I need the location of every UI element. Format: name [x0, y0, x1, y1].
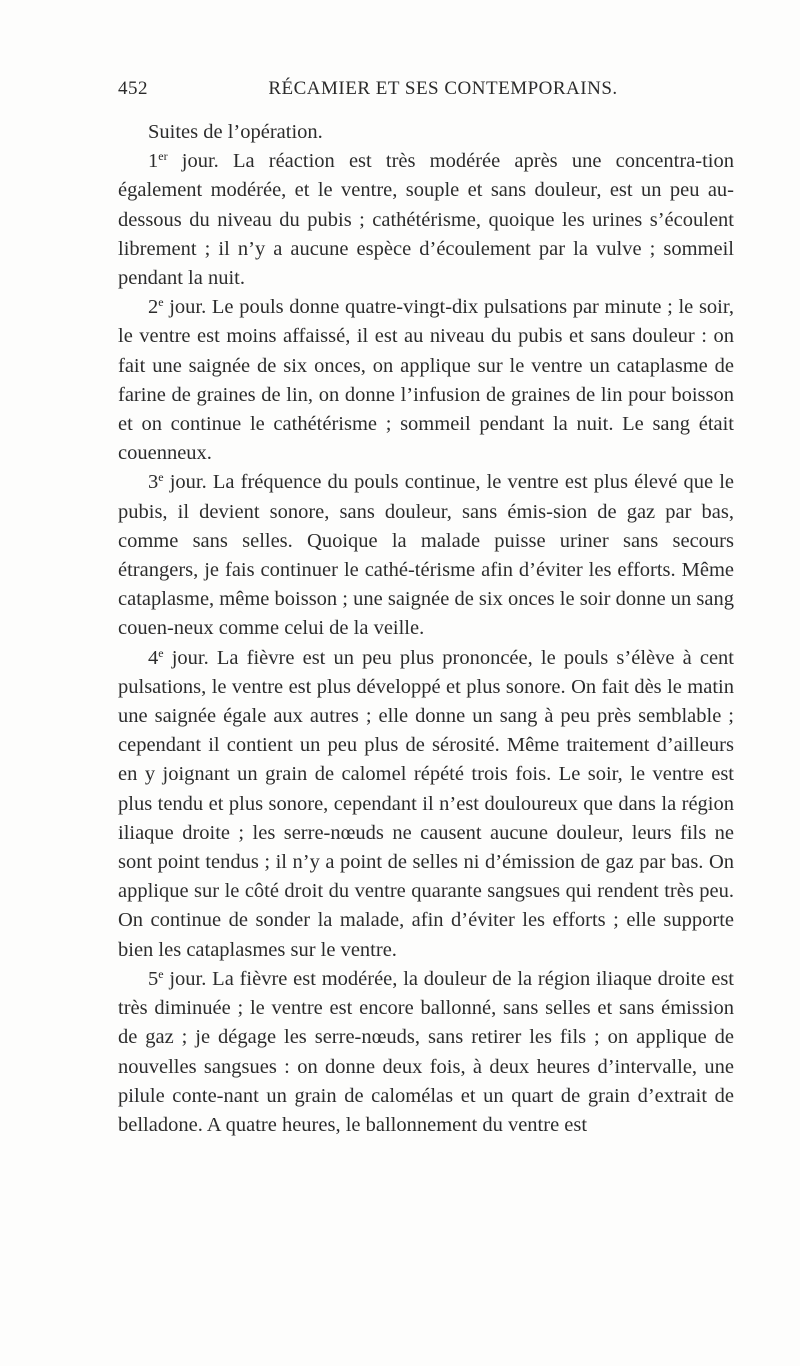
ordinal-suffix: er [158, 149, 168, 164]
paragraph-day-2 [118, 293, 734, 468]
page-number: 452 [118, 78, 148, 99]
ordinal-suffix: e [158, 966, 164, 981]
paragraph-day-4 [118, 644, 734, 965]
day-number: 4 [148, 646, 159, 669]
paragraph-text: jour. La réaction est très modérée après une concentra-tion également modérée, et le ventre, souple et sans douleur, est un peu au-dessous du niveau du pubis ; cathétérisme, quoique les urines s’écoulent librement ; il n’y a aucune espèce d’écoulement par la vulve ; sommeil pendant la nuit. [118, 150, 734, 290]
ordinal-suffix: e [158, 295, 164, 310]
paragraph-day-5 [118, 965, 734, 1140]
body-text [118, 118, 734, 1140]
running-title: RÉCAMIER ET SES CONTEMPORAINS. [268, 78, 618, 99]
paragraph-day-1 [118, 147, 734, 293]
day-number: 2 [148, 296, 159, 319]
paragraph-text: jour. La fièvre est un peu plus prononcée, le pouls s’élève à cent pulsations, le ventre est plus développé et plus sonore. On fait dès le matin une saignée égale aux autres ; elle donne un sang à peu près semblable ; cependant il contient un peu plus de sérosité. Même traitement d’ailleurs en y joignant un grain de calomel répété trois fois. Le soir, le ventre est plus tendu et plus sonore, cependant il n’est douloureux que dans la région iliaque droite ; les serre-nœuds ne causent aucune douleur, leurs fils ne sont point tendus ; il n’y a point de selles ni d’émission de gaz par bas. On applique sur le côté droit du ventre quarante sangsues qui rendent très peu. On continue de sonder la malade, afin d’éviter les efforts ; elle supporte bien les cataplasmes sur le ventre. [118, 646, 734, 961]
running-head [118, 78, 728, 106]
day-number: 5 [148, 967, 159, 990]
day-number: 3 [148, 471, 159, 494]
paragraph-text: jour. La fréquence du pouls continue, le ventre est plus élevé que le pubis, il devient sonore, sans douleur, sans émis-sion de gaz par bas, comme sans selles. Quoique la malade puisse uriner sans secours étrangers, je fais continuer le cathé-térisme afin d’éviter les efforts. Même cataplasme, même boisson ; une saignée de six onces le soir donne un sang couen-neux comme celui de la veille. [118, 471, 734, 640]
ordinal-suffix: e [158, 645, 164, 660]
ordinal-suffix: e [158, 470, 164, 485]
day-number: 1 [148, 150, 159, 173]
paragraph-day-3 [118, 468, 734, 643]
section-title: Suites de l’opération. [148, 121, 323, 143]
paragraph-text: jour. La fièvre est modérée, la douleur de la région iliaque droite est très diminuée ; le ventre est encore ballonné, sans selles et sans émission de gaz ; je dégage les serre-nœuds, sans retirer les fils ; on applique de nouvelles sangsues : on donne deux fois, à deux heures d’intervalle, une pilule conte-nant un grain de calomélas et un quart de grain d’extrait de belladone. A quatre heures, le ballonnement du ventre est [118, 967, 734, 1136]
paragraph-text: jour. Le pouls donne quatre-vingt-dix pulsations par minute ; le soir, le ventre est moins affaissé, il est au niveau du pubis et sans douleur : on fait une saignée de six onces, on applique sur le ventre un cataplasme de farine de graines de lin, on donne l’infusion de graines de lin pour boisson et on continue le cathétérisme ; sommeil pendant la nuit. Le sang était couenneux. [118, 296, 734, 465]
